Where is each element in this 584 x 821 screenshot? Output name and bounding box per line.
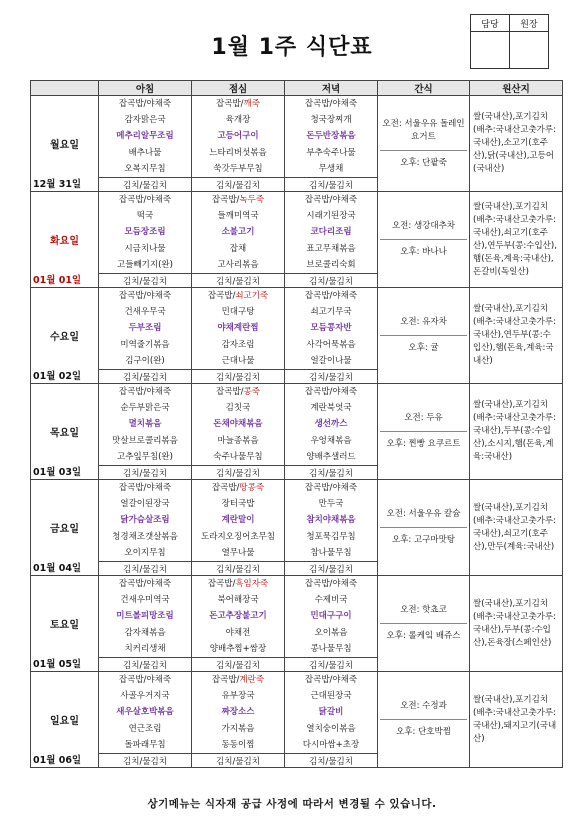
approval-sign-staff <box>471 32 510 69</box>
lunch-item: 잡곡밥/흑임자죽 <box>207 579 269 590</box>
dinner-item: 참치야채볶음 <box>306 515 356 526</box>
header-day <box>31 81 99 96</box>
lunch-item: 고등어구이 <box>217 131 259 142</box>
snack-pm: 오후: 단팥죽 <box>400 157 447 168</box>
dinner-item: 닭갈비 <box>318 707 344 718</box>
day-cell <box>31 96 99 192</box>
dinner-cell <box>285 480 378 562</box>
breakfast-item: 미트볼피망조림 <box>116 611 174 622</box>
lunch-item: 김칫국 <box>225 403 251 414</box>
day-name: 일요일 <box>50 716 79 727</box>
dinner-item: 청국장찌개 <box>310 115 352 126</box>
breakfast-item: 고추잎무침(완) <box>117 451 173 462</box>
day-row <box>31 480 563 562</box>
header-snack: 간식 <box>378 81 470 96</box>
dinner-item: 사각어묵볶음 <box>306 339 356 350</box>
header-dinner: 저녁 <box>285 81 378 96</box>
dinner-item: 콩나물무침 <box>310 643 352 654</box>
snack-cell <box>378 192 470 288</box>
day-date: 01월 03일 <box>33 467 82 478</box>
lunch-item: 유부장국 <box>221 691 255 702</box>
dinner-item: 잡곡밥/야채죽 <box>304 675 358 686</box>
dinner-item: 시래기된장국 <box>306 211 356 222</box>
lunch-item: 열무나물 <box>221 547 255 558</box>
lunch-item: 숙주나물무침 <box>213 451 263 462</box>
menu-table <box>30 80 563 768</box>
snack-am: 오전: 유자차 <box>380 316 467 336</box>
day-name: 월요일 <box>50 140 79 151</box>
day-row <box>31 192 563 274</box>
breakfast-item: 멸치볶음 <box>128 419 162 430</box>
origin-cell: 쌀(국내산),포기김치(배추:국내산고춧가루:국내산),소고기(호주산),닭(국내산),고등어(국내산) <box>470 96 563 192</box>
breakfast-item: 건새우무국 <box>124 307 166 318</box>
breakfast-item: 떡국 <box>136 211 154 222</box>
breakfast-item: 잡곡밥/야채죽 <box>118 291 172 302</box>
origin-cell: 쌀(국내산),포기김치(배추:국내산고춧가루:국내산),두부(콩:수입산),돈육장(스페인산) <box>470 576 563 672</box>
kimchi-cell: 김치/물김치 <box>192 274 285 288</box>
snack-cell <box>378 480 470 576</box>
kimchi-cell: 김치/물김치 <box>285 658 378 672</box>
breakfast-item: 감자채볶음 <box>124 627 166 638</box>
breakfast-item: 감자맑은국 <box>124 115 166 126</box>
lunch-item: 돈고추장불고기 <box>209 611 267 622</box>
dinner-item: 참나물무침 <box>310 547 352 558</box>
kimchi-cell: 김치/물김치 <box>285 178 378 192</box>
day-name: 토요일 <box>50 620 79 631</box>
breakfast-item: 닭가슴살조림 <box>120 515 170 526</box>
breakfast-item: 배추나물 <box>128 147 162 158</box>
lunch-item: 마늘종볶음 <box>217 435 259 446</box>
day-date: 12월 31일 <box>33 179 82 190</box>
kimchi-cell: 김치/물김치 <box>285 370 378 384</box>
dinner-item: 오이볶음 <box>314 627 348 638</box>
dinner-item: 다시마쌈+초장 <box>302 739 360 750</box>
day-row <box>31 576 563 658</box>
dinner-item: 열치숭이볶음 <box>306 723 356 734</box>
lunch-cell <box>192 480 285 562</box>
breakfast-cell <box>99 96 192 178</box>
day-name: 금요일 <box>50 524 79 535</box>
day-date: 01월 01일 <box>33 275 82 286</box>
breakfast-item: 얼갈이된장국 <box>120 499 170 510</box>
breakfast-item: 잡곡밥/야채죽 <box>118 99 172 110</box>
breakfast-item: 두부조림 <box>128 323 162 334</box>
lunch-cell <box>192 384 285 466</box>
day-name: 목요일 <box>50 428 79 439</box>
lunch-item: 가지볶음 <box>221 723 255 734</box>
lunch-item: 짜장소스 <box>221 707 255 718</box>
dinner-item: 돈두반장볶음 <box>306 131 356 142</box>
kimchi-cell: 김치/물김치 <box>192 562 285 576</box>
approval-label-staff: 담당 <box>471 15 510 32</box>
origin-cell: 쌀(국내산),포기김치(배추:국내산고춧가루:국내산),돼지고기(국내산) <box>470 672 563 768</box>
dinner-cell <box>285 288 378 370</box>
lunch-item: 잡곡밥/콩죽 <box>216 387 260 398</box>
breakfast-item: 시금치나물 <box>124 243 166 254</box>
day-row <box>31 672 563 754</box>
breakfast-item: 오이지무침 <box>124 547 166 558</box>
breakfast-item: 청경채조갯살볶음 <box>112 531 178 542</box>
dinner-cell <box>285 384 378 466</box>
breakfast-item: 사골우거지국 <box>120 691 170 702</box>
footer-notice: 상기메뉴는 식자재 공급 사정에 따라서 변경될 수 있습니다. <box>147 798 437 810</box>
snack-cell <box>378 672 470 768</box>
dinner-item: 근대된장국 <box>310 691 352 702</box>
day-date: 01월 05일 <box>33 659 82 670</box>
lunch-item: 육개장 <box>225 115 251 126</box>
snack-pm: 오후: 고구마맛탕 <box>391 535 456 545</box>
breakfast-cell <box>99 384 192 466</box>
header-origin: 원산지 <box>470 81 563 96</box>
lunch-cell <box>192 288 285 370</box>
dinner-item: 양배추샐러드 <box>306 451 356 462</box>
breakfast-item: 메추리알무조림 <box>116 131 174 142</box>
dinner-item: 잡곡밥/야채죽 <box>304 195 358 206</box>
breakfast-item: 김구이(완) <box>125 355 165 366</box>
snack-pm: 오후: 단호박찜 <box>396 727 451 737</box>
breakfast-item: 순두부맑은국 <box>120 403 170 414</box>
day-name: 수요일 <box>50 332 79 343</box>
breakfast-item: 건새우미역국 <box>120 595 170 606</box>
breakfast-item: 돌파래무침 <box>124 739 166 750</box>
dinner-item: 우엉채볶음 <box>310 435 352 446</box>
dinner-cell <box>285 96 378 178</box>
breakfast-item: 오복지무침 <box>124 163 166 174</box>
day-date: 01월 06일 <box>33 755 82 766</box>
breakfast-cell <box>99 576 192 658</box>
dinner-item: 잡곡밥/야채죽 <box>304 387 358 398</box>
breakfast-item: 잡곡밥/야채죽 <box>118 195 172 206</box>
breakfast-item: 치커리생채 <box>124 643 166 654</box>
kimchi-cell: 김치/물김치 <box>99 274 192 288</box>
dinner-item: 부추숙주나물 <box>306 147 356 158</box>
kimchi-cell: 김치/물김치 <box>285 466 378 480</box>
dinner-item: 만두국 <box>318 499 344 510</box>
lunch-item: 양배추찜+쌈장 <box>209 643 267 654</box>
dinner-item: 수제비국 <box>314 595 348 606</box>
breakfast-item: 맛살브로콜리볶음 <box>112 435 178 446</box>
header-lunch: 점심 <box>192 81 285 96</box>
dinner-item: 생선까스 <box>314 419 348 430</box>
approval-label-director: 원장 <box>510 15 549 32</box>
lunch-item: 소불고기 <box>221 227 255 238</box>
kimchi-cell: 김치/물김치 <box>285 274 378 288</box>
day-cell <box>31 384 99 480</box>
day-cell <box>31 576 99 672</box>
dinner-item: 무생채 <box>318 163 344 174</box>
snack-am: 오전: 두유 <box>380 412 467 432</box>
snack-am: 오전: 서울우유 칼슘 <box>380 508 467 528</box>
lunch-item: 잡곡밥/계란죽 <box>211 675 265 686</box>
lunch-item: 고사리볶음 <box>217 259 259 270</box>
lunch-cell <box>192 576 285 658</box>
lunch-item: 잡곡밥/쇠고기죽 <box>207 291 269 302</box>
kimchi-cell: 김치/물김치 <box>192 178 285 192</box>
breakfast-item: 잡곡밥/야채죽 <box>118 387 172 398</box>
lunch-cell <box>192 192 285 274</box>
snack-cell <box>378 288 470 384</box>
kimchi-cell: 김치/물김치 <box>285 754 378 768</box>
lunch-item: 들깨미역국 <box>217 211 259 222</box>
dinner-item: 잡곡밥/야채죽 <box>304 483 358 494</box>
dinner-item: 잡곡밥/야채죽 <box>304 579 358 590</box>
day-cell <box>31 672 99 768</box>
kimchi-cell: 김치/물김치 <box>192 658 285 672</box>
page-title: 1월 1주 식단표 <box>211 35 373 60</box>
lunch-item: 감자조림 <box>221 339 255 350</box>
dinner-item: 계란북엇국 <box>310 403 352 414</box>
snack-pm: 오후: 롤케잌 배쥬스 <box>386 631 461 641</box>
dinner-item: 모듬콩자반 <box>310 323 352 334</box>
dinner-item: 잡곡밥/야채죽 <box>304 99 358 110</box>
snack-am: 오전: 서울우유 돌레인요거트 <box>380 118 467 151</box>
day-name: 화요일 <box>50 236 79 247</box>
header-breakfast: 아침 <box>99 81 192 96</box>
lunch-item: 동동이찜 <box>221 739 255 750</box>
lunch-item: 쑥갓두부무침 <box>213 163 263 174</box>
lunch-item: 북어해장국 <box>217 595 259 606</box>
snack-am: 오전: 생강대추차 <box>380 220 467 240</box>
lunch-item: 느타리버섯볶음 <box>209 147 267 158</box>
breakfast-item: 연근조림 <box>128 723 162 734</box>
lunch-item: 계란말이 <box>221 515 255 526</box>
lunch-cell <box>192 96 285 178</box>
kimchi-cell: 김치/물김치 <box>99 178 192 192</box>
snack-cell <box>378 96 470 192</box>
breakfast-cell <box>99 480 192 562</box>
origin-cell: 쌀(국내산),포기김치(배추:국내산고춧가루:국내산),연두부(콩:수입산),햄(돈육,계육:국내산) <box>470 288 563 384</box>
snack-cell <box>378 384 470 480</box>
dinner-cell <box>285 576 378 658</box>
snack-pm: 오후: 귤 <box>408 343 439 353</box>
approval-sign-director <box>510 32 549 69</box>
kimchi-cell: 김치/물김치 <box>192 370 285 384</box>
snack-am: 오전: 수정과 <box>380 700 467 720</box>
kimchi-cell: 김치/물김치 <box>192 466 285 480</box>
lunch-item: 돈채야채볶음 <box>213 419 263 430</box>
breakfast-item: 잡곡밥/야채죽 <box>118 579 172 590</box>
snack-am: 오전: 핫쵸코 <box>380 604 467 624</box>
day-row <box>31 288 563 370</box>
breakfast-item: 고들빼기지(완) <box>117 259 173 270</box>
origin-cell: 쌀(국내산),포기김치(배추:국내산고춧가루:국내산),쇠고기(호주산),만두(계육:국내산) <box>470 480 563 576</box>
breakfast-cell <box>99 288 192 370</box>
lunch-item: 잡곡밥/땅콩죽 <box>211 483 265 494</box>
day-cell <box>31 288 99 384</box>
origin-cell: 쌀(국내산),포기김치(배추:국내산고춧가루:국내산),쇠고기(호주산),연두부(콩:수입산),햄(돈육,계육:국내산),돈갈비(독일산) <box>470 192 563 288</box>
snack-pm: 오후: 찐빵 요쿠르트 <box>386 439 461 449</box>
day-cell <box>31 192 99 288</box>
kimchi-cell: 김치/물김치 <box>192 754 285 768</box>
dinner-cell <box>285 672 378 754</box>
breakfast-item: 잡곡밥/야채죽 <box>118 483 172 494</box>
lunch-item: 장터국밥 <box>221 499 255 510</box>
lunch-item: 야채계란찜 <box>217 323 259 334</box>
dinner-item: 민대구구이 <box>310 611 352 622</box>
day-date: 01월 04일 <box>33 563 82 574</box>
lunch-item: 잡곡밥/깨죽 <box>216 99 260 110</box>
lunch-item: 근대나물 <box>221 355 255 366</box>
lunch-item: 민대구탕 <box>221 307 255 318</box>
dinner-item: 코다리조림 <box>310 227 352 238</box>
dinner-item: 청포묵김무침 <box>306 531 356 542</box>
dinner-item: 쇠고기무국 <box>310 307 352 318</box>
breakfast-item: 새우살호박볶음 <box>116 707 174 718</box>
snack-pm: 오후: 바나나 <box>400 247 447 257</box>
lunch-item: 잡채 <box>229 243 247 254</box>
breakfast-item: 미역줄기볶음 <box>120 339 170 350</box>
day-row <box>31 384 563 466</box>
breakfast-item: 잡곡밥/야채죽 <box>118 675 172 686</box>
lunch-item: 야채전 <box>225 627 251 638</box>
dinner-item: 잡곡밥/야채죽 <box>304 291 358 302</box>
dinner-item: 브로콜리숙회 <box>306 259 356 270</box>
dinner-item: 표고무채볶음 <box>306 243 356 254</box>
breakfast-cell <box>99 192 192 274</box>
day-cell <box>31 480 99 576</box>
day-date: 01월 02일 <box>33 371 82 382</box>
snack-cell <box>378 576 470 672</box>
kimchi-cell: 김치/물김치 <box>99 370 192 384</box>
kimchi-cell: 김치/물김치 <box>99 562 192 576</box>
origin-cell: 쌀(국내산),포기김치(배추:국내산고춧가루:국내산),두부(콩:수입산),소시지,햄(돈육,계육:국내산) <box>470 384 563 480</box>
lunch-item: 잡곡밥/녹두죽 <box>211 195 265 206</box>
kimchi-cell: 김치/물김치 <box>99 466 192 480</box>
lunch-cell <box>192 672 285 754</box>
header-row <box>31 81 563 96</box>
breakfast-item: 모듬장조림 <box>124 227 166 238</box>
approval-box <box>470 14 549 69</box>
dinner-cell <box>285 192 378 274</box>
kimchi-cell: 김치/물김치 <box>285 562 378 576</box>
kimchi-cell: 김치/물김치 <box>99 754 192 768</box>
day-row <box>31 96 563 178</box>
lunch-item: 도라지오징어초무침 <box>201 531 275 542</box>
kimchi-cell: 김치/물김치 <box>99 658 192 672</box>
dinner-item: 얼갈이나물 <box>310 355 352 366</box>
breakfast-cell <box>99 672 192 754</box>
